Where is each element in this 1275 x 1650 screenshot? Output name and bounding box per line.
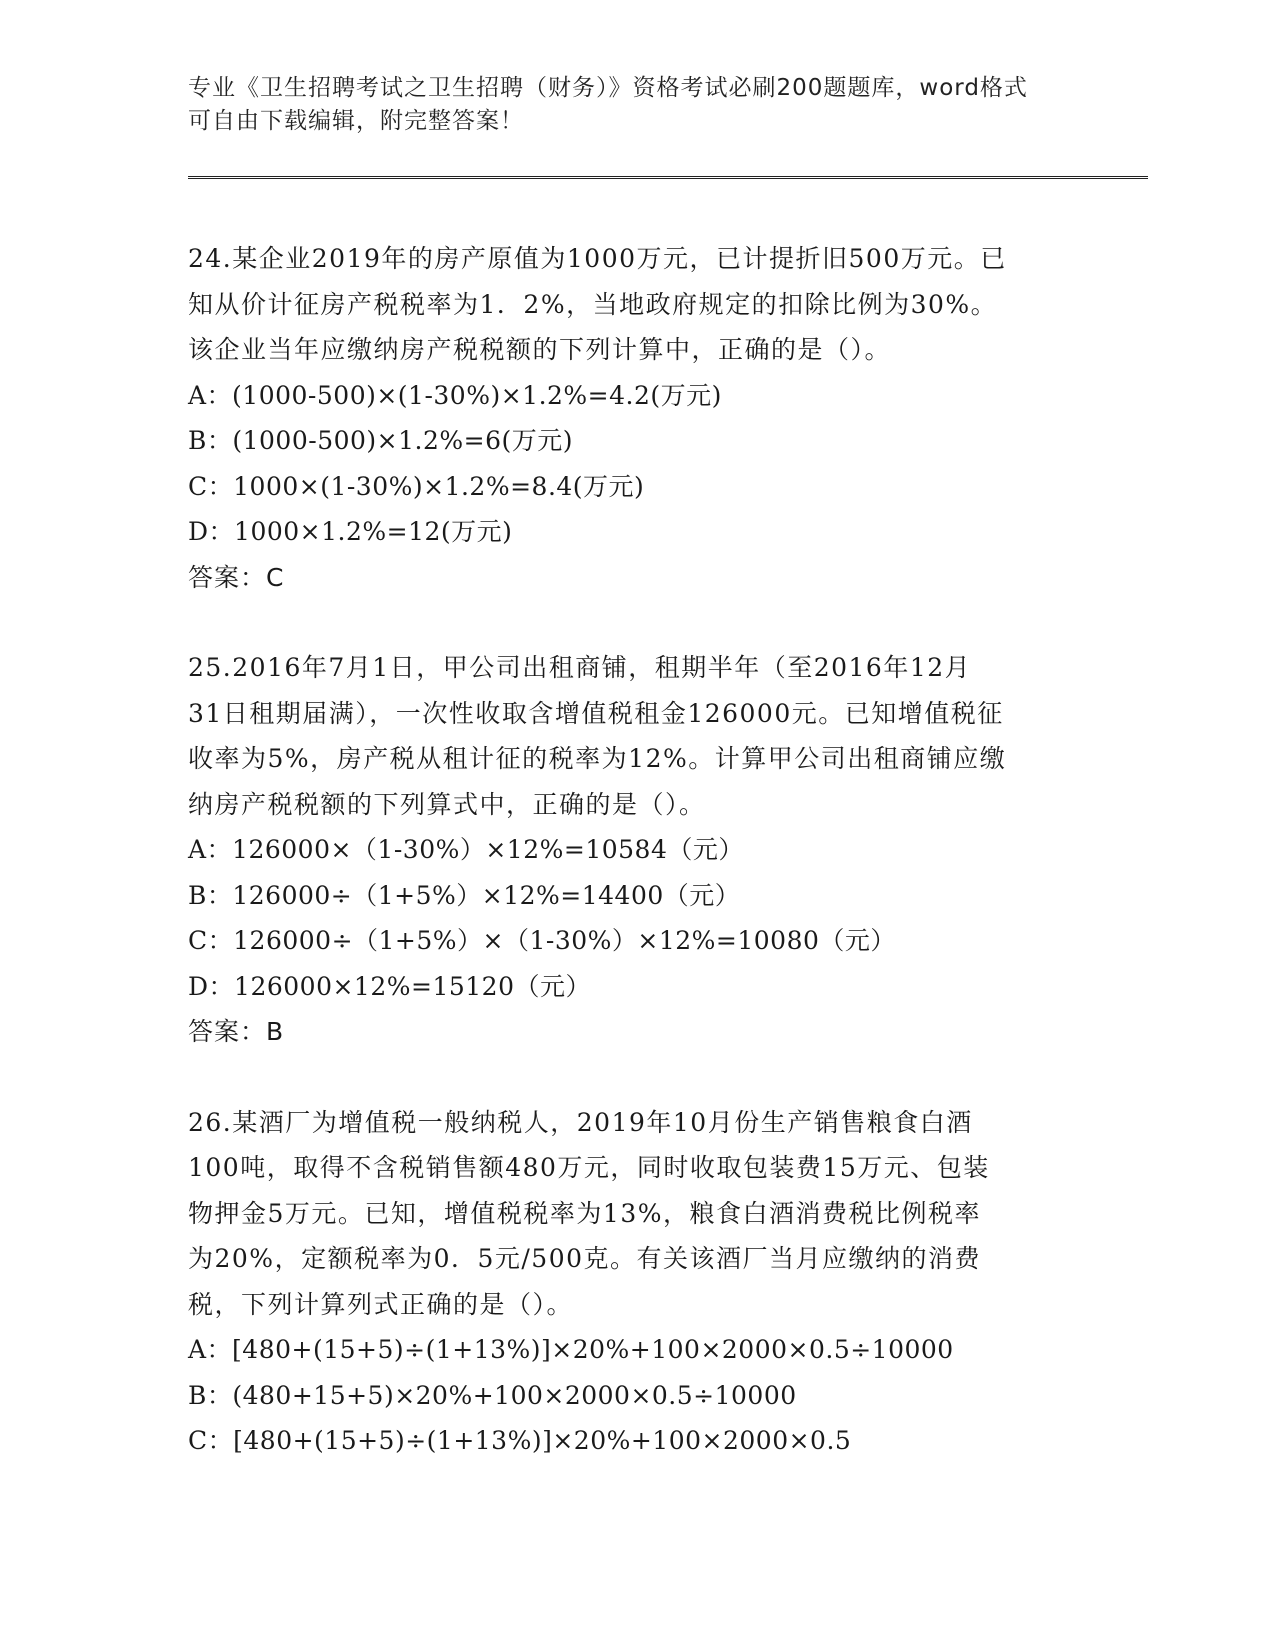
question-stem-line: 该企业当年应缴纳房产税税额的下列计算中，正确的是（）。 [188,335,892,364]
question-25 [188,645,1088,1055]
option-d: D：126000×12%=15120（元） [188,971,591,1001]
option-b: B：126000÷（1+5%）×12%=14400（元） [188,880,741,910]
question-list [188,236,1088,1464]
question-stem-line: 收率为5%，房产税从租计征的税率为12%。计算甲公司出租商铺应缴 [188,744,1007,773]
answer-label: 答案：B [188,1017,285,1046]
option-a: A：[480+(15+5)÷(1+13%)]×20%+100×2000×0.5÷10000 [188,1335,954,1364]
option-c: C：1000×(1-30%)×1.2%=8.4(万元) [188,471,645,501]
option-d: D：1000×1.2%=12(万元) [188,517,513,546]
option-a: A：(1000-500)×(1-30%)×1.2%=4.2(万元) [188,380,722,410]
question-stem-line: 纳房产税税额的下列算式中，正确的是（）。 [188,789,706,819]
option-a: A：126000×（1-30%）×12%=10584（元） [188,835,744,864]
option-c: C：126000÷（1+5%）×（1-30%）×12%=10080（元） [188,926,896,955]
question-24 [188,236,1088,600]
option-b: B：(1000-500)×1.2%=6(万元) [188,426,573,455]
question-stem-line: 知从价计征房产税税率为1．2%，当地政府规定的扣除比例为30%。 [188,289,998,319]
header-divider [188,176,1148,179]
header-line-2: 可自由下载编辑，附完整答案！ [188,108,524,134]
question-spacer [188,1055,1088,1100]
question-stem-line: 25.2016年7月1日，甲公司出租商铺，租期半年（至2016年12月 [188,653,972,682]
question-stem-line: 税，下列计算列式正确的是（）。 [188,1289,574,1319]
header-line-1: 专业《卫生招聘考试之卫生招聘（财务）》资格考试必刷200题题库，word格式 [188,75,1028,101]
question-stem-line: 31日租期届满），一次性收取含增值税租金126000元。已知增值税征 [188,698,1004,728]
document-header [188,72,1068,138]
option-b: B：(480+15+5)×20%+100×2000×0.5÷10000 [188,1380,797,1410]
option-c: C：[480+(15+5)÷(1+13%)]×20%+100×2000×0.5 [188,1426,852,1455]
question-stem-line: 26.某酒厂为增值税一般纳税人，2019年10月份生产销售粮食白酒 [188,1107,973,1137]
answer-label: 答案：C [188,562,285,592]
question-stem-line: 物押金5万元。已知，增值税税率为13%，粮食白酒消费税比例税率 [188,1198,981,1228]
question-stem-line: 为20%，定额税率为0．5元/500克。有关该酒厂当月应缴纳的消费 [188,1244,982,1273]
question-26 [188,1100,1088,1464]
question-spacer [188,600,1088,645]
question-stem-line: 100吨，取得不含税销售额480万元，同时收取包装费15万元、包装 [188,1153,990,1182]
question-stem-line: 24.某企业2019年的房产原值为1000万元，已计提折旧500万元。已 [188,244,1007,273]
